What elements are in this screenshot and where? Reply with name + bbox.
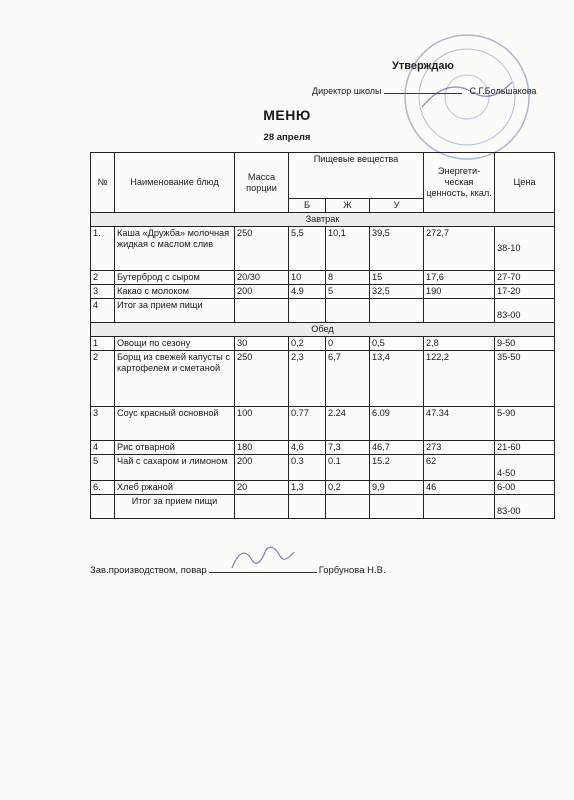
cell-b: 10 bbox=[289, 271, 326, 285]
col-nutrients: Пищевые вещества bbox=[289, 153, 424, 199]
table-row bbox=[91, 285, 555, 299]
cell-energy: 17,6 bbox=[424, 271, 495, 285]
cell-zh: 7,3 bbox=[326, 441, 370, 455]
cell-u: 15.2 bbox=[370, 455, 424, 481]
table-row bbox=[91, 441, 555, 455]
cell-u: 9,9 bbox=[370, 481, 424, 495]
cell-zh: 0,2 bbox=[326, 481, 370, 495]
cell-num: 4 bbox=[91, 299, 115, 323]
cell-mass: 180 bbox=[235, 441, 289, 455]
table-row bbox=[91, 337, 555, 351]
cell-b: 0.3 bbox=[289, 455, 326, 481]
cell-b: 4.9 bbox=[289, 285, 326, 299]
cell-u: 6.09 bbox=[370, 407, 424, 441]
cell-zh: 10,1 bbox=[326, 227, 370, 271]
col-energy: Энергети-ческая ценность, ккал. bbox=[424, 153, 495, 213]
cell-num: 3 bbox=[91, 285, 115, 299]
cell-price: 4-50 bbox=[495, 455, 555, 481]
cell-u: 13,4 bbox=[370, 351, 424, 407]
cell-energy: 273 bbox=[424, 441, 495, 455]
cell-mass: 200 bbox=[235, 285, 289, 299]
cell-mass: 20/30 bbox=[235, 271, 289, 285]
cell-zh: 6,7 bbox=[326, 351, 370, 407]
section-lunch bbox=[91, 323, 555, 337]
cell-num: 6. bbox=[91, 481, 115, 495]
cell-energy: 46 bbox=[424, 481, 495, 495]
cell-name: Чай с сахаром и лимоном bbox=[115, 455, 235, 481]
cell-name: Бутерброд с сыром bbox=[115, 271, 235, 285]
table-row bbox=[91, 271, 555, 285]
cell-price-total: 83-00 bbox=[495, 299, 555, 323]
menu-table bbox=[90, 152, 555, 519]
cell-price: 35-50 bbox=[495, 351, 555, 407]
cell-name: Хлеб ржаной bbox=[115, 481, 235, 495]
cell-zh: 8 bbox=[326, 271, 370, 285]
cell-energy: 190 bbox=[424, 285, 495, 299]
cell-mass: 200 bbox=[235, 455, 289, 481]
cell-num: 1 bbox=[91, 337, 115, 351]
cell-u: 46,7 bbox=[370, 441, 424, 455]
cell-name: Овощи по сезону bbox=[115, 337, 235, 351]
cell-name: Борщ из свежей капусты с картофелем и сметаной bbox=[115, 351, 235, 407]
col-mass: Масса порции bbox=[235, 153, 289, 213]
cell-b: 1,3 bbox=[289, 481, 326, 495]
table-row bbox=[91, 407, 555, 441]
cell-b: 5,5 bbox=[289, 227, 326, 271]
col-b: Б bbox=[289, 199, 326, 213]
cell-name: Итог за прием пищи bbox=[115, 299, 235, 323]
cell-energy: 62 bbox=[424, 455, 495, 481]
cell-num: 3 bbox=[91, 407, 115, 441]
col-zh: Ж bbox=[326, 199, 370, 213]
col-price: Цена bbox=[495, 153, 555, 213]
cell-num: 2 bbox=[91, 271, 115, 285]
cell-mass: 100 bbox=[235, 407, 289, 441]
cell-price: 5-90 bbox=[495, 407, 555, 441]
cell-energy: 47.34 bbox=[424, 407, 495, 441]
cell-b: 0,2 bbox=[289, 337, 326, 351]
cell-num: 1. bbox=[91, 227, 115, 271]
cell-name: Какао с молоком bbox=[115, 285, 235, 299]
cell-b: 4,6 bbox=[289, 441, 326, 455]
cell-name: Соус красный основной bbox=[115, 407, 235, 441]
cell-price: 21-60 bbox=[495, 441, 555, 455]
table-row bbox=[91, 351, 555, 407]
director-name: С.Г.Большакова bbox=[469, 86, 537, 96]
col-name: Наименование блюд bbox=[115, 153, 235, 213]
cell-mass: 250 bbox=[235, 227, 289, 271]
school-stamp bbox=[392, 22, 542, 172]
cell-b: 0.77 bbox=[289, 407, 326, 441]
table-row bbox=[91, 455, 555, 481]
cell-price: 38-10 bbox=[495, 227, 555, 271]
cell-price: 6-00 bbox=[495, 481, 555, 495]
cell-energy: 122,2 bbox=[424, 351, 495, 407]
cell-name: Каша «Дружба» молочная жидкая с маслом слив bbox=[115, 227, 235, 271]
cell-price: 9-50 bbox=[495, 337, 555, 351]
table-row bbox=[91, 481, 555, 495]
cell-zh: 5 bbox=[326, 285, 370, 299]
footer-line bbox=[90, 565, 386, 576]
section-label: Завтрак bbox=[91, 213, 555, 227]
cell-price: 27-70 bbox=[495, 271, 555, 285]
signature-line bbox=[209, 572, 317, 573]
table-row-total bbox=[91, 299, 555, 323]
footer-name: Горбунова Н.В. bbox=[318, 565, 386, 576]
section-breakfast bbox=[91, 213, 555, 227]
cell-num: 5 bbox=[91, 455, 115, 481]
cell-energy: 2,8 bbox=[424, 337, 495, 351]
cell-price: 17-20 bbox=[495, 285, 555, 299]
header-row bbox=[91, 153, 555, 199]
col-u: У bbox=[370, 199, 424, 213]
cell-price-total: 83-00 bbox=[495, 495, 555, 519]
cell-name: Итог за прием пищи bbox=[115, 495, 235, 519]
cell-zh: 0.1 bbox=[326, 455, 370, 481]
page-title: МЕНЮ bbox=[263, 107, 311, 123]
cell-u: 15 bbox=[370, 271, 424, 285]
cell-num: 4 bbox=[91, 441, 115, 455]
section-label: Обед bbox=[91, 323, 555, 337]
cell-u: 0,5 bbox=[370, 337, 424, 351]
footer-label: Зав.производством, повар bbox=[90, 565, 207, 576]
cell-u: 39,5 bbox=[370, 227, 424, 271]
cell-zh: 2.24 bbox=[326, 407, 370, 441]
cell-zh: 0 bbox=[326, 337, 370, 351]
cell-u: 32,5 bbox=[370, 285, 424, 299]
menu-date: 28 апреля bbox=[263, 132, 311, 143]
table-row bbox=[91, 227, 555, 271]
cell-energy: 272,7 bbox=[424, 227, 495, 271]
cell-mass: 30 bbox=[235, 337, 289, 351]
cell-mass: 250 bbox=[235, 351, 289, 407]
director-label: Директор школы bbox=[312, 86, 382, 96]
approve-label: Утверждаю bbox=[392, 60, 454, 72]
table-row-total bbox=[91, 495, 555, 519]
col-num: № bbox=[91, 153, 115, 213]
cell-b: 2,3 bbox=[289, 351, 326, 407]
cell-mass: 20 bbox=[235, 481, 289, 495]
cell-num: 2 bbox=[91, 351, 115, 407]
cell-name: Рис отварной bbox=[115, 441, 235, 455]
